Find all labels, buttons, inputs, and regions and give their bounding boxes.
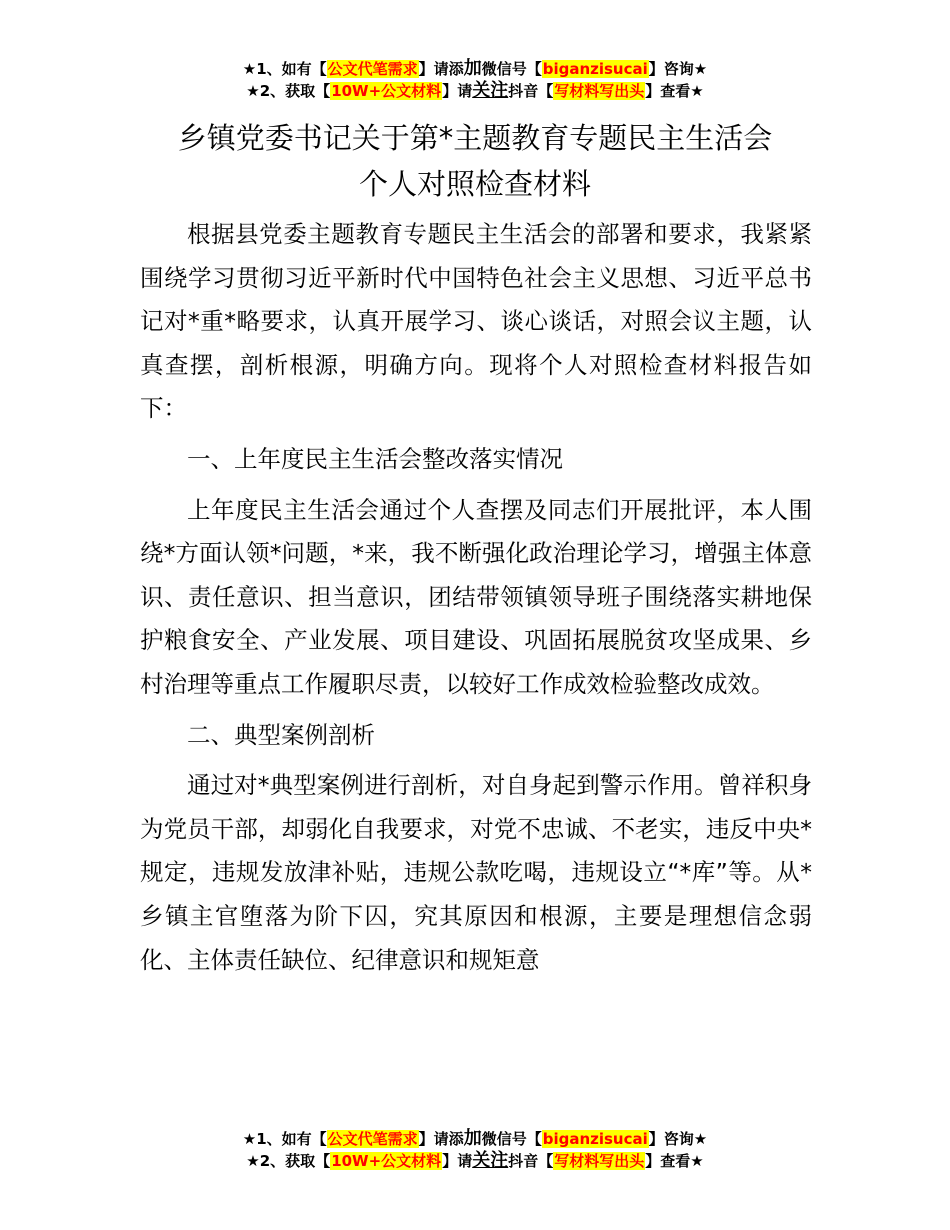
section-paragraph-1: 上年度民主生活会通过个人查摆及同志们开展批评，本人围绕*方面认领*问题，*来，我不断强化政治理论学习，增强主体意识、责任意识、担当意识，团结带领镇领导班子围绕落实耕地保护粮食安全、产业发展、项目建设、巩固拓展脱贫攻坚成果、乡村治理等重点工作履职尽责，以较好工作成效检验整改成效。: [140, 495, 812, 698]
highlight-materials: 10W+公文材料: [331, 82, 442, 100]
document-body: [140, 213, 812, 989]
highlight-service: 公文代笔需求: [327, 1130, 418, 1148]
document-title: [0, 115, 950, 207]
highlight-wechat-id: biganzisucai: [542, 1130, 648, 1148]
promo-banner-top: [0, 58, 950, 102]
highlight-service: 公文代笔需求: [327, 60, 418, 78]
intro-paragraph: 根据县党委主题教育专题民主生活会的部署和要求，我紧紧围绕学习贯彻习近平新时代中国特色社会主义思想、习近平总书记对*重*略要求，认真开展学习、谈心谈话，对照会议主题，认真查摆，剖析根源，明确方向。现将个人对照检查材料报告如下：: [140, 220, 812, 423]
promo-line-1: ★1、如有【公文代笔需求】请添加微信号【biganzisucai】咨询★: [242, 58, 708, 79]
highlight-wechat-id: biganzisucai: [542, 60, 648, 78]
highlight-douyin-id: 写材料写出头: [554, 82, 645, 100]
title-line-2: 个人对照检查材料: [358, 167, 591, 201]
promo-line-2: ★2、获取【10W+公文材料】请关注抖音【写材料写出头】查看★: [246, 1150, 704, 1171]
promo-banner-bottom: [0, 1128, 950, 1172]
section-heading-2: 二、典型案例剖析: [187, 720, 375, 749]
highlight-materials: 10W+公文材料: [331, 1152, 442, 1170]
promo-line-2: ★2、获取【10W+公文材料】请关注抖音【写材料写出头】查看★: [246, 80, 704, 101]
highlight-douyin-id: 写材料写出头: [554, 1152, 645, 1170]
promo-line-1: ★1、如有【公文代笔需求】请添加微信号【biganzisucai】咨询★: [242, 1128, 708, 1149]
section-heading-1: 一、上年度民主生活会整改落实情况: [187, 444, 563, 473]
title-line-1: 乡镇党委书记关于第*主题教育专题民主生活会: [177, 121, 773, 155]
section-paragraph-2: 通过对*典型案例进行剖析，对自身起到警示作用。曾祥积身为党员干部，却弱化自我要求，对党不忠诚、不老实，违反中央*规定，违规发放津补贴，违规公款吃喝，违规设立“*库”等。从*乡镇主官堕落为阶下囚，究其原因和根源，主要是理想信念弱化、主体责任缺位、纪律意识和规矩意: [140, 771, 812, 974]
